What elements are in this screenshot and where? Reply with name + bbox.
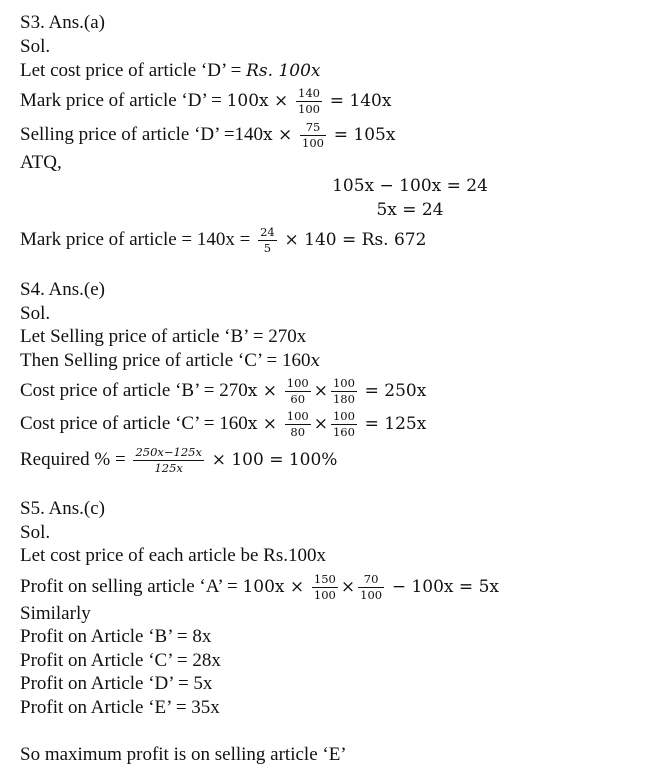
s4-l5-post: × 100 = 100% [211,449,338,470]
s4-line-3: Cost price of article ‘B’ = 270x × $\frac{100}{60}$ × $\frac{100}{180}$ = 250x [20,376,427,406]
s5-line-1: Let cost price of each article be Rs.100x [20,545,326,566]
s5-profit-c: Profit on Article ‘C’ = 28x [20,650,221,671]
s5-l2-fraction-2 [358,573,384,602]
s5-l2-den-1: 100 [313,588,336,602]
s3-l4-fraction [258,226,277,255]
s4-l3-fraction-2 [331,377,357,406]
s3-equation-1: 105x − 100x = 24 [332,176,488,196]
s4-l4-pre: x × [247,413,277,434]
s5-profit-e: Profit on Article ‘E’ = 35x [20,697,220,718]
s3-atq: ATQ, [20,152,62,173]
s3-l4-post: × 140 = Rs. 672 [284,229,427,250]
s4-l5-fraction [133,446,204,475]
s3-line-2 [20,87,391,116]
s5-similarly: Similarly [20,603,91,624]
s3-equation-2: 5x = 24 [376,200,444,220]
s4-line-5 [20,446,337,475]
s3-line-4 [20,226,426,255]
s5-profit-d: Profit on Article ‘D’ = 5x [20,673,213,694]
s4-line-1: Let Selling price of article ‘B’ = 270x [20,326,307,347]
s4-heading: S4. Ans.(e) [20,279,105,300]
s3-l2-num: 140 [298,86,320,100]
s3-l2-den: 100 [298,102,320,116]
s4-l5-text: Required % = [20,448,131,470]
s4-l2-math: x [310,351,321,371]
s4-line-2 [20,350,320,372]
s5-l2-den-2: 100 [360,588,383,602]
s3-sol: Sol. [20,36,51,57]
s3-l2-pre: 100x × [226,90,289,111]
s4-l3-fraction-1 [285,377,311,406]
s3-l3-pre: x × [263,124,293,145]
s4-l5-num: 250x−125x [135,445,202,459]
s3-line-3 [20,121,395,150]
s5-l2-num-1: 150 [313,572,336,586]
s5-profit-b: Profit on Article ‘B’ = 8x [20,626,212,647]
s3-l2-post: = 140x [329,90,392,111]
s5-l2-num-2: 70 [358,573,384,588]
s3-l2-text: Mark price of article ‘D’ = [20,89,227,111]
s3-heading: S3. Ans.(a) [20,12,105,33]
s5-sol: Sol. [20,522,51,543]
s4-l4-den-1: 80 [290,425,306,439]
s3-l2-fraction [296,87,322,116]
s5-line-2: Profit on selling article ‘A’ = 100x × $\frac{150}{100}$ × $\frac{70}{100}$ − 100x = 5x [20,572,499,602]
s4-l3-text: Cost price of article ‘B’ = 270 [20,379,248,401]
s3-l3-num: 75 [300,121,326,136]
s5-l2-pre: 100x × [242,576,305,597]
s4-l2-text: Then Selling price of article ‘C’ = 160 [20,350,311,371]
s5-l2-fraction-1 [312,573,338,602]
s5-l2-post: − 100x = 5x [391,576,499,597]
s4-l4-den-2: 160 [332,425,355,439]
s3-l1-math: Rs. 100x [246,61,321,81]
s4-l4-fraction-2 [331,410,357,439]
s3-l4-den: 5 [263,241,272,255]
s5-conclusion: So maximum profit is on selling article ‘E’ [20,744,347,765]
s4-sol: Sol. [20,303,51,324]
s4-l4-num-1: 100 [286,409,309,423]
s3-l3-fraction [300,121,326,150]
s4-l3-num-2: 100 [332,376,355,390]
s4-l3-pre: x × [247,380,277,401]
s4-l4-num-2: 100 [332,409,355,423]
s3-l3-den: 100 [302,136,324,150]
s5-heading: S5. Ans.(c) [20,498,105,519]
s4-l3-num-1: 100 [286,376,309,390]
s5-l2-text: Profit on selling article ‘A’ = [20,575,243,597]
s3-line-1 [20,60,321,82]
s3-l3-text: Selling price of article ‘D’ =140 [20,123,264,145]
s4-l3-den-2: 180 [332,392,355,406]
s3-l1-text: Let cost price of article ‘D’ = [20,60,247,81]
s4-l4-post: = 125x [364,413,427,434]
s4-l4-text: Cost price of article ‘C’ = 160 [20,412,248,434]
s4-l4-fraction-1 [285,410,311,439]
s4-l3-den-1: 60 [290,392,306,406]
s3-l3-post: = 105x [333,124,396,145]
s4-line-4: Cost price of article ‘C’ = 160x × $\frac{100}{80}$ × $\frac{100}{160}$ = 125x [20,409,427,439]
s3-l4-num: 24 [260,225,275,239]
s4-l5-den: 125x [154,461,183,475]
s3-l4-text: Mark price of article = 140x = [20,228,256,250]
s4-l3-post: = 250x [364,380,427,401]
